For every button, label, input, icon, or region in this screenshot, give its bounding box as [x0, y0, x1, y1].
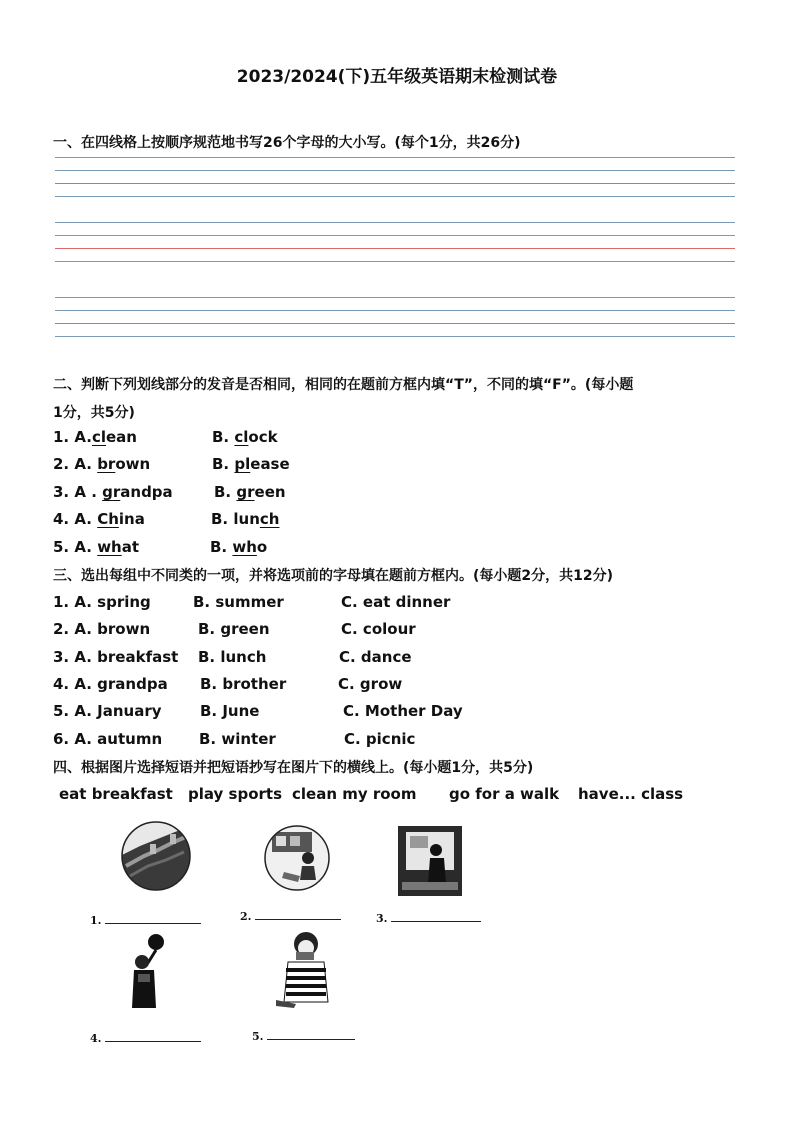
s3-item-1-b: B. summer [193, 593, 284, 611]
s3-item-5-a: 5. A. January [53, 702, 162, 720]
s2-item-5: 5. A. what [53, 538, 140, 556]
blank-number: 5. [252, 1030, 264, 1043]
s3-item-1-a: 1. A. spring [53, 593, 151, 611]
s2-item-2: 2. A. brown [53, 455, 151, 473]
blank-number: 4. [90, 1032, 102, 1045]
s2-item-1-b: B. clock [212, 428, 278, 446]
blank-number: 1. [90, 914, 102, 927]
answer-blank-2[interactable] [240, 910, 341, 923]
s3-item-4-a: 4. A. grandpa [53, 675, 168, 693]
s3-item-4-c: C. grow [338, 675, 403, 693]
section2-heading-line1: 二、判断下列划线部分的发音是否相同，相同的在题前方框内填“T”，不同的填“F”。(每小题 [53, 377, 634, 393]
section4-heading: 四、根据图片选择短语并把短语抄写在图片下的横线上。(每小题1分，共5分) [53, 760, 534, 776]
answer-blank-1[interactable] [90, 914, 201, 927]
s3-item-2-c: C. colour [341, 620, 416, 638]
s2-item-4-b: B. lunch [211, 510, 280, 528]
s3-item-4-b: B. brother [200, 675, 287, 693]
s3-item-3-a: 3. A. breakfast [53, 648, 179, 666]
phrase-5: have... class [578, 785, 684, 803]
answer-blank-5[interactable] [252, 1030, 355, 1043]
girl-eating-picture [276, 930, 336, 1010]
phrase-2: play sports [188, 785, 283, 803]
s3-item-5-c: C. Mother Day [343, 702, 463, 720]
s3-item-2-b: B. green [198, 620, 270, 638]
girl-in-room-picture [264, 822, 330, 894]
classroom-picture [398, 826, 462, 896]
s3-item-5-b: B. June [200, 702, 260, 720]
blank-number: 2. [240, 910, 252, 923]
s3-item-6-c: C. picnic [344, 730, 416, 748]
s2-item-1: 1. A.clean [53, 428, 137, 446]
s2-item-5-b: B. who [210, 538, 268, 556]
section1-heading: 一、在四线格上按顺序规范地书写26个字母的大小写。(每个1分，共26分) [53, 135, 521, 151]
phrase-1: eat breakfast [59, 785, 173, 803]
page-title: 2023/2024(下)五年级英语期末检测试卷 [236, 67, 558, 87]
answer-blank-4[interactable] [90, 1032, 201, 1045]
s3-item-6-a: 6. A. autumn [53, 730, 163, 748]
blank-number: 3. [376, 912, 388, 925]
s3-item-1-c: C. eat dinner [341, 593, 451, 611]
s2-item-4: 4. A. China [53, 510, 145, 528]
s2-item-3-b: B. green [214, 483, 286, 501]
answer-blank-3[interactable] [376, 912, 481, 925]
phrase-3: clean my room [292, 785, 417, 803]
great-wall-picture [120, 816, 192, 896]
boy-playing-ball-picture [128, 932, 168, 1010]
section2-heading-line2: 1分，共5分) [53, 405, 135, 421]
s3-item-2-a: 2. A. brown [53, 620, 151, 638]
section3-heading: 三、选出每组中不同类的一项，并将选项前的字母填在题前方框内。(每小题2分，共12分) [53, 568, 614, 584]
s3-item-6-b: B. winter [199, 730, 276, 748]
phrase-4: go for a walk [449, 785, 560, 803]
s3-item-3-b: B. lunch [198, 648, 267, 666]
s3-item-3-c: C. dance [339, 648, 412, 666]
s2-item-2-b: B. please [212, 455, 290, 473]
s2-item-3: 3. A . grandpa [53, 483, 173, 501]
